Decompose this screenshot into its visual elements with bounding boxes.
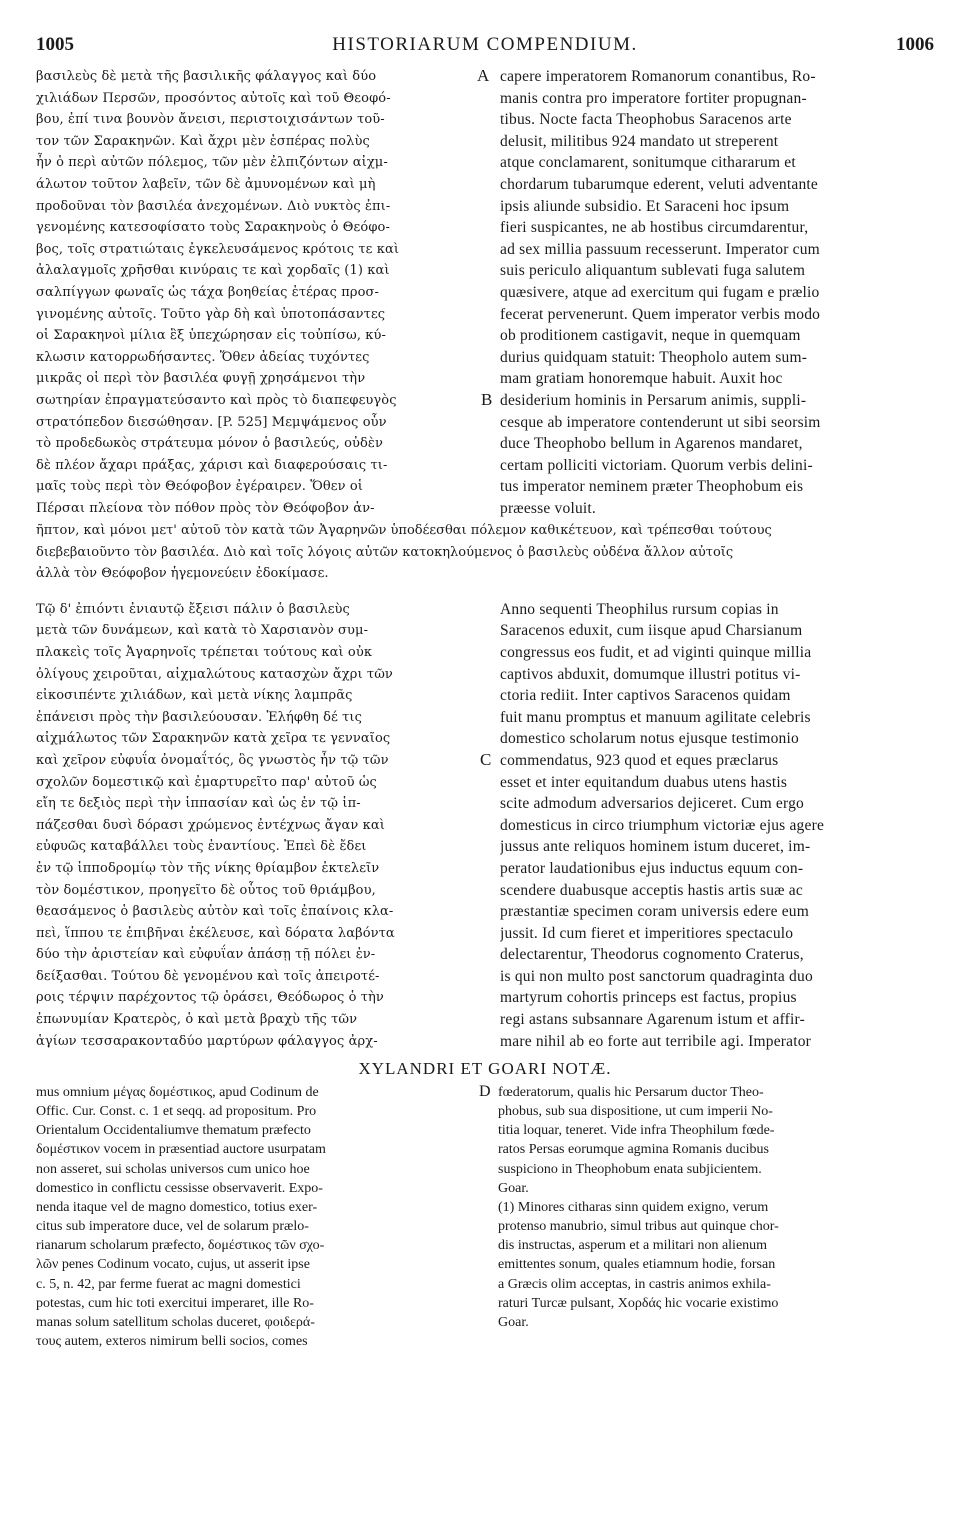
running-header	[36, 34, 934, 58]
page-number-right: 1006	[896, 34, 934, 55]
latin-line: regi astans subsannare Agarenum istum et affir-	[500, 1011, 805, 1029]
section-2	[36, 599, 934, 1053]
note-line: c. 5, n. 42, par ferme fuerat ac magni domestici	[36, 1276, 301, 1292]
latin-line: mam gratiam honoremque habuit. Auxit hoc	[500, 370, 783, 388]
latin-line: delusit, militibus 924 mandato ut streperent	[500, 132, 779, 150]
latin-line: ipsis aliunde subsidio. Et Saraceni hoc ipsum	[500, 197, 790, 215]
greek-line: γενομένης κατεσοφίσατο τοὺς Σαρακηνοὺς ὁ Θεόφο-	[36, 220, 390, 236]
greek-line: εὐφυῶς καταβάλλει τοὺς ἐναντίους. Ἐπεὶ δὲ ἔδει	[36, 839, 367, 855]
greek-line: αἰχμάλωτος τῶν Σαρακηνῶν κατὰ χεῖρα τε γενναῖος	[36, 731, 391, 747]
greek-line: πεὶ, ἵππου τε ἐπιβῆναι ἐκέλευσε, καὶ δόρατα λαβόντα	[36, 925, 395, 941]
greek-line: πάζεσθαι δυσὶ δόρασι χρώμενος ἐντέχνως ἄγαν καὶ	[36, 817, 385, 833]
greek-line: δείξασθαι. Τούτου δὲ γενομένου καὶ τοῖς ἀπειροτέ-	[36, 968, 380, 984]
note-line: emittentes sonum, quales etiamnum hodie, forsan	[498, 1257, 776, 1273]
note-line: non asseret, sui scholas universos cum unico hoe	[36, 1161, 310, 1177]
greek-line: ἁγίων τεσσαρακονταδύο μαρτύρων φάλαγγος ἀρχ-	[36, 1033, 378, 1049]
latin-line: scite admodum adversarios dejiceret. Cum ergo	[500, 795, 804, 813]
greek-line: σωτηρίαν ἐπραγματεύσαντο καὶ πρὸς τὸ διαπεφευγὸς	[36, 392, 397, 408]
latin-line: chordarum tubarumque ederent, veluti adventante	[500, 175, 818, 193]
latin-line: cesque ab imperatore contenderunt ut sibi seorsim	[500, 413, 821, 431]
latin-line: manis contra pro imperatore fortiter propugnan-	[500, 89, 807, 107]
greek-line: δὲ πλέον ἄχαρι πράξας, χάρισι καὶ διαφερούσαις τι-	[36, 457, 388, 473]
note-line: citus sub imperatore duce, vel de solarum prælo-	[36, 1219, 309, 1235]
latin-line: fecerat pervenerunt. Quem imperator verbis modo	[500, 305, 821, 323]
section-1	[36, 66, 934, 520]
greek-line: ροις τέρψιν παρέχοντος τῷ ὁράσει, Θεόδωρος ὁ τὴν	[36, 990, 384, 1006]
notes-left-column	[36, 1083, 474, 1352]
latin-column	[500, 66, 934, 519]
greek-line: βος, τοῖς στρατιώταις ἐγκελευσάμενος κρότοις τε καὶ	[36, 241, 400, 257]
note-line: ratos Persas eorumque agmina Romanis ducibus	[498, 1142, 770, 1158]
note-line: Offic. Cur. Const. c. 1 et seqq. ad propositum. Pro	[36, 1103, 317, 1119]
notes-section	[36, 1083, 934, 1351]
latin-line: capere imperatorem Romanorum conantibus, Ro-	[500, 68, 816, 85]
note-line: δομέστικον vocem in præsentiad auctore usurpatam	[36, 1142, 326, 1158]
greek-line: πλακεὶς τοῖς Ἀγαρηνοῖς τρέπεται τούτους καὶ οὐκ	[36, 644, 373, 660]
note-line: a Græcis olim acceptas, in castris animos exhila-	[498, 1276, 771, 1292]
greek-line: τὸ προδεδωκὸς στράτευμα μόνον ὁ βασιλεύς, οὐδὲν	[36, 436, 384, 452]
greek-line: θεασάμενος ὁ βασιλεὺς αὐτὸν καὶ τοῖς ἐπαίνοις κλα-	[36, 904, 394, 920]
greek-line: ἦν ὁ περὶ αὐτῶν πόλεμος, τῶν μὲν ἐλπιζόντων αἰχμ-	[36, 155, 388, 171]
greek-line: τὸν δομέστικον, προηγεῖτο δὲ οὗτος τοῦ θριάμβου,	[36, 882, 376, 898]
latin-line: ob proditionem castigavit, neque in quemquam	[500, 327, 801, 345]
latin-line: martyrum cohortis princeps est factus, propius	[500, 989, 797, 1007]
greek-line: καὶ χεῖρον εὐφυΐα ὀνομαΐτός, ὃς γνωστὸς ἦν τῷ τῶν	[36, 752, 389, 768]
greek-line: ὀλίγους χειροῦται, αἰχμαλώτους κατασχὼν ἄχρι τῶν	[36, 666, 393, 682]
greek-line: Πέρσαι πλείονα τὸν πόθον πρὸς τὸν Θεόφοβον ἀν-	[36, 500, 375, 516]
latin-line: suis periculo aliquantum sublevati fuga salutem	[500, 262, 806, 280]
greek-full-line: διεβεβαιοῦντο τὸν βασιλέα. Διὸ καὶ τοῖς λόγοις αὐτῶν κατοκηλούμενος ὁ βασιλεὺς οὐδένα ἄλλον αὐτοῖς	[36, 544, 734, 560]
greek-line: οἱ Σαρακηνοὶ μίλια ἓξ ὑπεχώρησαν εἰς τοὐπίσω, κύ-	[36, 328, 387, 344]
notes-title: XYLANDRI ET GOARI NOTÆ.	[358, 1058, 612, 1078]
greek-full-width	[36, 520, 934, 585]
latin-line: duce Theophobo bellum in Agarenos mandaret,	[500, 435, 803, 453]
latin-line: ad sex millia passuum recesserunt. Imperator cum	[500, 240, 820, 258]
note-line: raturi Turcæ pulsant, Χορδάς hic vocarie existimo	[498, 1295, 779, 1311]
book-page	[36, 34, 934, 1514]
latin-line: domestico scholarum notus ejusque testimonio	[500, 730, 799, 748]
margin-letter-a: A	[477, 66, 490, 85]
note-line: manas solum satellitum scholas duceret, φοιδερά-	[36, 1315, 315, 1331]
greek-line: ἀλαλαγμοῖς χρῆσθαι κινύραις τε καὶ χορδαῖς (1) καὶ	[36, 263, 390, 279]
note-line: fœderatorum, qualis hic Persarum ductor Theo-	[498, 1084, 764, 1100]
margin-letter-d: D	[479, 1082, 491, 1100]
latin-line: esset et inter equitandum duabus utens hastis	[500, 773, 788, 791]
latin-line: commendatus, 923 quod et eques præclarus	[500, 751, 779, 769]
margin-letter-c: C	[480, 749, 492, 769]
note-line: Orientalum Occidentaliumve thematum præfecto	[36, 1123, 311, 1139]
note-line: domestico in conflictu cessisse observaverit. Expo-	[36, 1180, 323, 1196]
latin-line: tibus. Nocte facta Theophobus Saracenos arte	[500, 111, 792, 129]
latin-line: atque conclamarent, sonitumque cithararum et	[500, 154, 796, 172]
running-title: HISTORIARUM COMPENDIUM.	[332, 34, 638, 55]
note-line: potestas, cum hic toti exercitui imperaret, ille Ro-	[36, 1295, 314, 1311]
note-line: mus omnium μέγας δομέστικος, apud Codinum de	[36, 1084, 319, 1100]
greek-line: προδοῦναι τὸν βασιλέα ἀνεχομένων. Διὸ νυκτὸς ἐπι-	[36, 198, 391, 214]
greek-line: σχολῶν δομεστικῷ καὶ ἐμαρτυρεῖτο παρ' αὐτοῦ ὡς	[36, 774, 377, 790]
note-line: nenda itaque vel de magno domestico, totius exer-	[36, 1199, 318, 1215]
greek-full-line: ῆπτον, καὶ μόνοι μετ' αὐτοῦ τὸν κατὰ τῶν Ἀγαρηνῶν ὑποδέεσθαι πόλεμον καθικέτευον, καὶ τρέπεσθαι τούτους	[36, 523, 772, 538]
latin-line: congressus eos fudit, et ad viginti quinque millia	[500, 643, 812, 661]
latin-line: jussit. Id cum fieret et imperitiores spectaculo	[500, 924, 794, 942]
note-line: λῶν penes Codinum vocato, cujus, ut asserit ipse	[36, 1257, 310, 1273]
latin-line: jussus ante reliquos hominem istum duceret, im-	[500, 838, 811, 856]
greek-line: εἰκοσιπέντε χιλιάδων, καὶ μετὰ νίκης λαμπρᾶς	[36, 688, 353, 704]
greek-line: ἐν τῷ ἱπποδρομίῳ τὸν τῆς νίκης θρίαμβον ἐκτελεῖν	[36, 860, 380, 876]
greek-line: μαῖς τοὺς περὶ τὸν Θεόφοβον ἐγέραιρεν. Ὅθεν οἱ	[36, 479, 363, 495]
latin-line: certam polliciti victoriam. Quorum verbis delini-	[500, 456, 813, 474]
latin-line: fieri suspicantes, ne ab hostibus circumdarentur,	[500, 219, 809, 237]
greek-line: σαλπίγγων φωναῖς ὡς τάχα βοηθείας ἑτέρας προσ-	[36, 284, 379, 300]
latin-line: quæsivere, atque ad exercitum qui fugam e prælio	[500, 283, 820, 301]
latin-line: præstantiæ specimen coram universis edere eum	[500, 903, 810, 921]
latin-line: Saracenos eduxit, cum iisque apud Charsianum	[500, 622, 803, 640]
greek-full-line: ἀλλὰ τὸν Θεόφοβον ἡγεμονεύειν ἐδοκίμασε.	[36, 566, 329, 582]
greek-line: τον τῶν Σαρακηνῶν. Καὶ ἄχρι μὲν ἑσπέρας πολὺς	[36, 133, 370, 149]
note-line: Goar.	[498, 1315, 529, 1331]
greek-line: βασιλεὺς δὲ μετὰ τῆς βασιλικῆς φάλαγγος καὶ δύο	[36, 69, 377, 84]
greek-line: γινομένης αὐτοῖς. Τοῦτο γὰρ δὴ καὶ ὑποτοπάσαντες	[36, 306, 386, 322]
note-line: protenso manubrio, simul tribus aut quinque chor-	[498, 1219, 779, 1235]
greek-line: ἐπωνυμίαν Κρατερὸς, ὁ καὶ μετὰ βραχὺ τῆς τῶν	[36, 1012, 358, 1028]
latin-line: perator laudationibus ejus inductus equum con-	[500, 859, 804, 877]
latin-line: præesse voluit.	[500, 499, 596, 517]
note-line: rianarum scholarum præfecto, δομέστικος τῶν σχο-	[36, 1238, 325, 1254]
greek-line: κλωσιν κατορρωδήσαντες. Ὅθεν ἀδείας τυχόντες	[36, 349, 370, 365]
latin-line: delectarentur, Theodorus cognomento Craterus,	[500, 946, 804, 964]
latin-line: scendere duabusque acceptis hastis artis suæ ac	[500, 881, 803, 899]
note-line: Goar.	[498, 1180, 529, 1196]
note-line: (1) Minores citharas sinn quidem exigno, verum	[498, 1199, 769, 1215]
note-line: titia loquar, teneret. Vide infra Theophilum fœde-	[498, 1123, 775, 1139]
page-number-left: 1005	[36, 34, 74, 55]
latin-line: durius quidquam statuit: Theopholo autem sum-	[500, 348, 808, 366]
margin-letter-b: B	[481, 390, 493, 409]
greek-line: βου, ἐπί τινα βουνὸν ἄνεισι, περιστοιχισάντων τοῦ-	[36, 112, 385, 128]
latin-line: desiderium hominis in Persarum animis, suppli-	[500, 391, 807, 409]
greek-line: δύο τὴν ἀριστείαν καὶ εὐφυΐαν ἁπάσῃ τῇ πόλει ἐν-	[36, 947, 376, 963]
notes-right-column	[498, 1083, 934, 1332]
greek-line: στρατόπεδον διεσώθησαν. [P. 525] Μεμψάμενος οὖν	[36, 414, 387, 430]
latin-line: ctoria rediit. Inter captivos Saracenos quidam	[500, 687, 791, 705]
latin-column-2	[500, 599, 934, 1052]
greek-line: Τῷ δ' ἐπιόντι ἐνιαυτῷ ἔξεισι πάλιν ὁ βασιλεὺς	[36, 601, 350, 617]
latin-line: is qui non multo post sanctorum quadraginta duo	[500, 967, 813, 985]
latin-line: Anno sequenti Theophilus rursum copias in	[500, 600, 779, 618]
greek-line: εἴη τε δεξιὸς περὶ τὴν ἱππασίαν καὶ ὡς ἐν τῷ ἱπ-	[36, 796, 361, 812]
latin-line: fuit manu promptus et manuum agilitate celebris	[500, 708, 811, 726]
greek-line: χιλιάδων Περσῶν, προσόντος αὐτοῖς καὶ τοῦ Θεοφό-	[36, 90, 391, 106]
latin-line: tus imperator neminem præter Theophobum eis	[500, 478, 804, 496]
note-line: suspiciono in Theophobum enata subjicientem.	[498, 1161, 762, 1177]
latin-line: captivos abduxit, domumque illustri potitus vi-	[500, 665, 801, 683]
greek-line: ἐπάνεισι πρὸς τὴν βασιλεύουσαν. Ἐλήφθη δέ τις	[36, 709, 363, 725]
greek-column-2	[36, 599, 477, 1052]
greek-line: μικρᾶς οἱ περὶ τὸν βασιλέα φυγῇ χρησάμενοι τὴν	[36, 371, 366, 387]
greek-line: μετὰ τῶν δυνάμεων, καὶ κατὰ τὸ Χαρσιανὸν συμ-	[36, 623, 369, 639]
latin-line: mare nihil ab eo forte aut terribile agi. Imperator	[500, 1032, 812, 1050]
greek-line: άλωτον τοῦτον λαβεῖν, τῶν δὲ ἀμυνομένων καὶ μὴ	[36, 176, 376, 192]
note-line: τους autem, exteros nimirum belli socios, comes	[36, 1334, 308, 1350]
latin-line: domesticus in circo triumphum victoriæ ejus agere	[500, 816, 825, 834]
note-line: dis instructas, asperum et a militari non alienum	[498, 1238, 768, 1254]
greek-column	[36, 66, 477, 519]
note-line: phobus, sub sua dispositione, ut cum imperii No-	[498, 1103, 773, 1119]
